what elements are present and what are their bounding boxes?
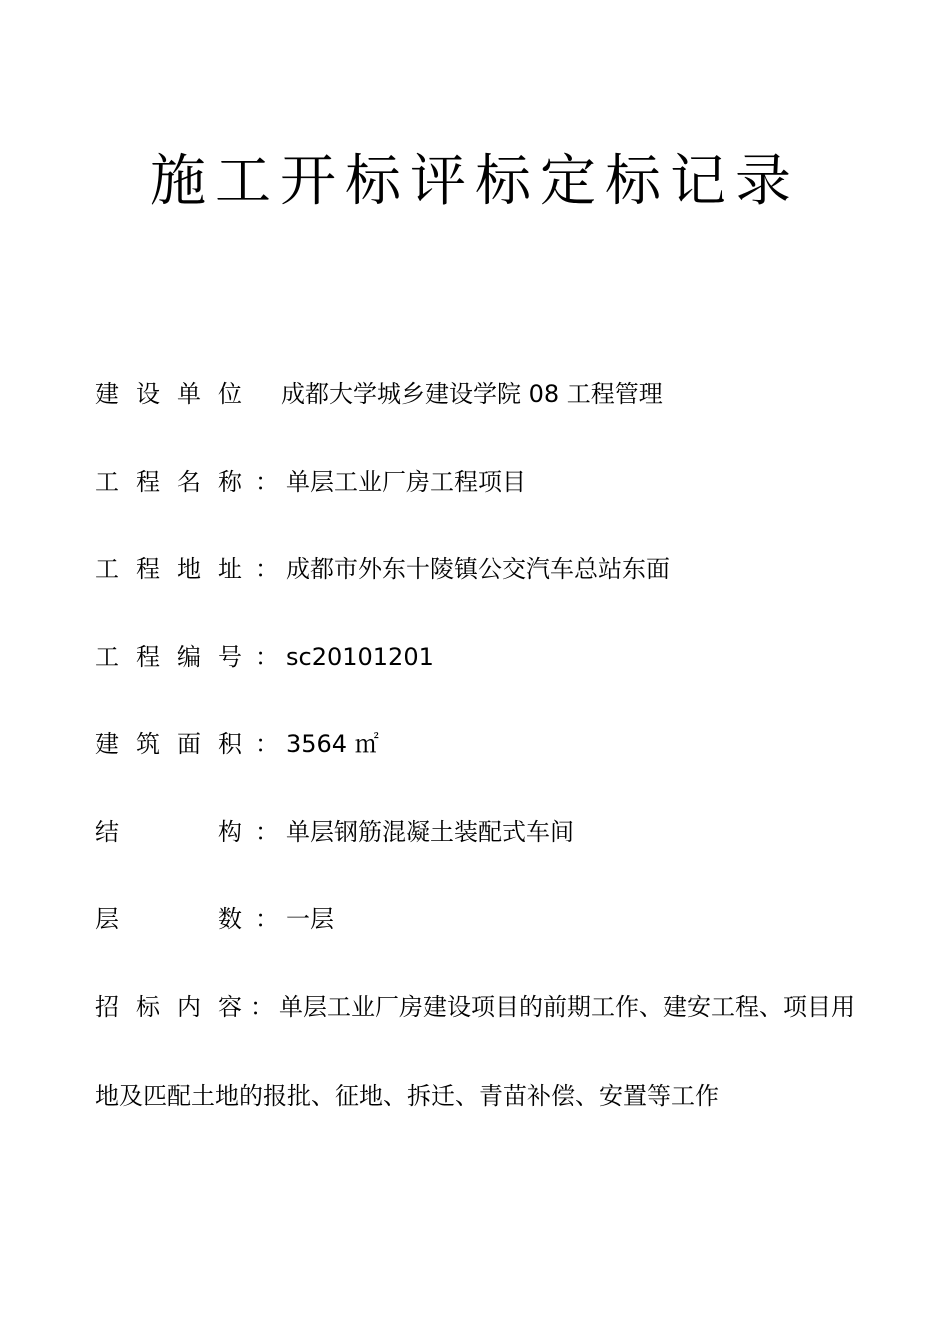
field-label: 结 构 — [95, 818, 242, 846]
field-value: 成都市外东十陵镇公交汽车总站东面 — [286, 555, 670, 583]
field-label: 建 设 单 位 — [95, 380, 242, 408]
field-value: 单层工业厂房建设项目的前期工作、建安工程、项目用 — [279, 993, 855, 1021]
field-tender-content-continuation: 地及匹配土地的报批、征地、拆迁、青苗补偿、安置等工作 — [95, 1082, 719, 1110]
field-label: 工 程 编 号 — [95, 643, 242, 671]
field-colon: ： — [255, 468, 279, 496]
field-value: 单层钢筋混凝土装配式车间 — [286, 818, 574, 846]
field-label: 层 数 — [95, 905, 242, 933]
field-label: 工 程 地 址 — [95, 555, 242, 583]
field-colon: ： — [255, 643, 279, 671]
document-title: 施工开标评标定标记录 — [150, 149, 800, 214]
field-value: sc20101201 — [286, 643, 434, 671]
field-colon: ： — [255, 905, 279, 933]
field-label: 工 程 名 称 — [95, 468, 242, 496]
field-value: 单层工业厂房工程项目 — [286, 468, 526, 496]
field-colon: ： — [250, 993, 274, 1021]
field-label: 建 筑 面 积 — [95, 730, 242, 758]
field-colon: ： — [255, 555, 279, 583]
field-colon: ： — [255, 730, 279, 758]
field-value: 成都大学城乡建设学院 08 工程管理 — [281, 380, 663, 408]
field-label: 招 标 内 容 — [95, 993, 242, 1021]
field-colon: ： — [255, 818, 279, 846]
field-value: 一层 — [286, 905, 334, 933]
field-value: 3564 ㎡ — [286, 730, 379, 758]
